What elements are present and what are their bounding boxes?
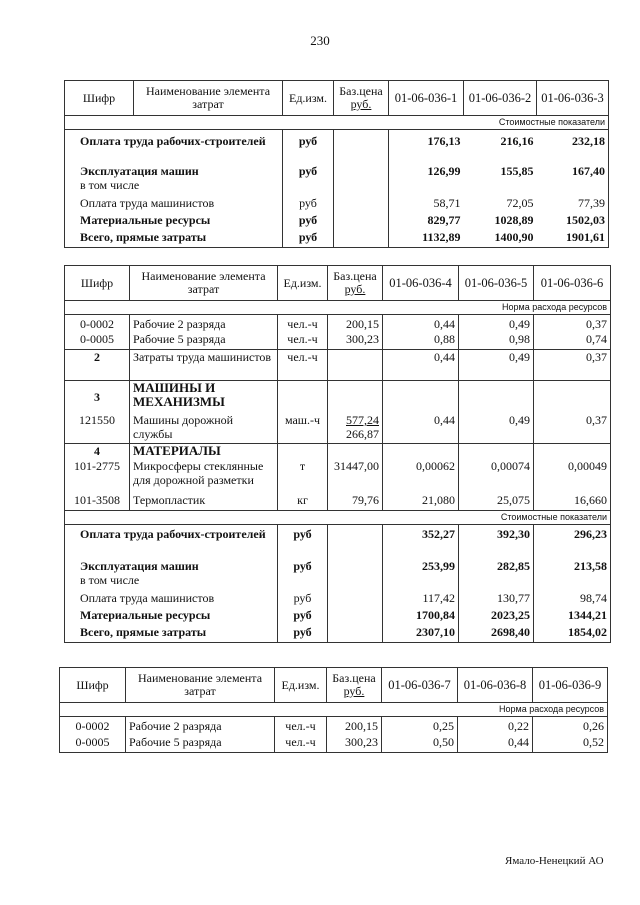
section-label: Норма расхода ресурсов [60,703,608,717]
col-price: Баз.цена руб. [328,266,383,301]
region-footer: Ямало-Ненецкий АО [505,855,604,867]
section-row [65,301,611,315]
table-row: 101-2775 Микросферы стеклянные для дорожной разметки т 31447,00 0,00062 0,00074 0,00049 [65,459,611,493]
col-rate-code: 01-06-036-3 [537,81,609,116]
col-unit: Ед.изм. [278,266,328,301]
col-rate-code: 01-06-036-9 [533,668,608,703]
table-row: 0-0005 Рабочие 5 разряда чел.-ч 300,23 0,50 0,44 0,52 [60,735,608,753]
col-code: Шифр [60,668,126,703]
col-name: Наименование элемента затрат [130,266,278,301]
rates-table-2 [64,265,611,643]
col-rate-code: 01-06-036-1 [389,81,464,116]
table-row: Оплата труда рабочих-строителей руб 352,27 392,30 296,23 [65,525,611,560]
table-row: 101-3508 Термопластик кг 79,76 21,080 25,075 16,660 [65,493,611,511]
section-row [65,511,611,525]
section-label: Норма расхода ресурсов [65,301,611,315]
table-row: Оплата труда машинистов руб 117,42 130,77 98,74 [65,591,611,608]
table-row: 0-0002 Рабочие 2 разряда чел.-ч 200,15 0,25 0,22 0,26 [60,717,608,736]
col-price: Баз.цена руб. [327,668,382,703]
col-code: Шифр [65,81,134,116]
col-price: Баз.цена руб. [334,81,389,116]
table-row: Оплата труда рабочих-строителей руб 176,13 216,16 232,18 [65,130,609,165]
col-unit: Ед.изм. [275,668,327,703]
col-rate-code: 01-06-036-5 [459,266,534,301]
table-row: 2 Затраты труда машинистов чел.-ч 0,44 0,49 0,37 [65,350,611,381]
col-rate-code: 01-06-036-8 [458,668,533,703]
rates-table-3 [59,667,608,753]
col-name: Наименование элемента затрат [126,668,275,703]
table-header [60,668,608,703]
table-row: 4 МАТЕРИАЛЫ [65,444,611,460]
col-name: Наименование элемента затрат [134,81,283,116]
table-header [65,81,609,116]
table-row: Всего, прямые затраты руб 2307,10 2698,40 1854,02 [65,625,611,643]
section-row [65,116,609,130]
col-rate-code: 01-06-036-4 [383,266,459,301]
table-row: Всего, прямые затраты руб 1132,89 1400,90 1901,61 [65,230,609,248]
table-row: 0-0002 Рабочие 2 разряда чел.-ч 200,15 0,44 0,49 0,37 [65,315,611,333]
col-rate-code: 01-06-036-7 [382,668,458,703]
table-row: Эксплуатация машин в том числе руб 253,99 282,85 213,58 [65,559,611,591]
table-row: Эксплуатация машин в том числе руб 126,99 155,85 167,40 [65,164,609,196]
col-rate-code: 01-06-036-2 [464,81,537,116]
col-code: Шифр [65,266,130,301]
table-header [65,266,611,301]
col-rate-code: 01-06-036-6 [534,266,611,301]
section-label: Стоимостные показатели [65,511,611,525]
table-row: 0-0005 Рабочие 5 разряда чел.-ч 300,23 0,88 0,98 0,74 [65,332,611,350]
section-label: Стоимостные показатели [65,116,609,130]
table-row: Оплата труда машинистов руб 58,71 72,05 77,39 [65,196,609,213]
rates-table-1 [64,80,609,248]
section-row [60,703,608,717]
table-row: 3 МАШИНЫ И МЕХАНИЗМЫ [65,381,611,414]
table-row: Материальные ресурсы руб 1700,84 2023,25 1344,21 [65,608,611,625]
col-unit: Ед.изм. [283,81,334,116]
page-number: 230 [310,33,330,48]
table-row: 121550 Машины дорожной службы маш.-ч 577,24 266,87 0,44 0,49 0,37 [65,413,611,444]
table-row: Материальные ресурсы руб 829,77 1028,89 1502,03 [65,213,609,230]
